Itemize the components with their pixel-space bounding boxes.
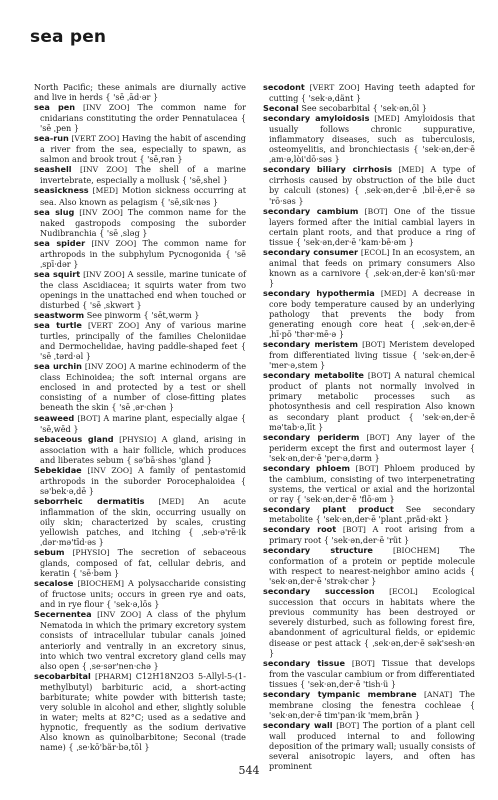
dictionary-entry bbox=[263, 658, 475, 689]
dictionary-entry bbox=[34, 465, 246, 496]
dictionary-entry bbox=[34, 361, 246, 412]
subject-tag: [PHYSIO] bbox=[119, 434, 157, 444]
entry-term: secondary consumer bbox=[263, 246, 359, 257]
entry-definition: In an ecosystem, an animal that feeds on primary consumers Also known as a carnivore { ˌsek·ən,der·ē kən'sü·mər } bbox=[269, 246, 475, 288]
subject-tag: [BOT] bbox=[367, 371, 391, 381]
subject-tag: [INV ZOO] bbox=[84, 362, 127, 372]
entry-definition: A decrease in core body temperature caused by an underlying pathology that prevents the body from generating enough core heat { ˌsek·ən,der·ē ˌhī·pō 'thər·mē·ə } bbox=[269, 287, 475, 340]
entry-definition: Phloem produced by the cambium, consisting of two interpenetrating systems, the vertical or axial and the horizontal or ray { 'sek·ən,der·ē 'flō·əm } bbox=[269, 462, 475, 504]
entry-definition: An acute inflammation of the skin, occurring usually on oily skin; characterized by scales, crusting yellowish patches, and itching { ˌseb·ə'rē·ik ˌdər·mə'tīd·əs } bbox=[40, 495, 246, 548]
dictionary-entry bbox=[263, 370, 475, 431]
entry-term: secondary root bbox=[263, 524, 337, 535]
entry-term: sea turtle bbox=[34, 320, 82, 331]
entry-definition: See pinworm { 'sēt,wərm } bbox=[86, 310, 200, 321]
entry-definition: Amyloidosis that usually follows chronic suppurative, inflammatory diseases, such as tuberculosis, osteomyelitis, and bronchiectasis { 'sek·ən,der·ē ˌam·ə,lòi'dō·səs } bbox=[269, 113, 475, 165]
dictionary-entry bbox=[263, 504, 475, 524]
subject-tag: [BOT] bbox=[355, 463, 379, 473]
dictionary-entry bbox=[263, 103, 475, 113]
entry-definition: A gland, arising in association with a hair follicle, which produces and liberates sebum { sə'bā·shəs 'gland } bbox=[40, 433, 246, 465]
entry-definition: The membrane closing the fenestra cochleae { 'sek·ən,der·ē tim'pan·ik 'mem,brān } bbox=[269, 688, 475, 720]
subject-tag: [INV ZOO] bbox=[91, 238, 137, 248]
entry-term: Sebekidae bbox=[34, 464, 82, 475]
entry-term: seashell bbox=[34, 164, 72, 175]
entry-term: secondary wall bbox=[263, 719, 333, 730]
entry-definition: A class of the phylum Nematoda in which the primary excretory system consists of intracellular tubular canals joined anteriorly and ventrally in an excretory sinus, into which two ventral excretory gland cells may also open { ˌse·sər'nen·chə } bbox=[40, 609, 247, 671]
subject-tag: [BOT] bbox=[364, 206, 388, 216]
dictionary-entry bbox=[34, 413, 246, 434]
entry-term: sebaceous gland bbox=[34, 433, 114, 444]
subject-tag: [MED] bbox=[374, 114, 400, 124]
dictionary-entry bbox=[34, 547, 246, 578]
entry-definition: Having teeth adapted for cutting { 'sek·ə,dänt } bbox=[269, 82, 475, 104]
subject-tag: [BIOCHEM] bbox=[392, 546, 440, 556]
dictionary-entry bbox=[263, 432, 475, 463]
dictionary-entry bbox=[34, 320, 246, 361]
entry-definition: C12H18N2O3 5-Allyl-5-(1-methylbutyl) barbituric acid, a short-acting barbiturate; white powder with bitterish taste; very soluble in alcohol and ether, slightly soluble in water; melts at 82°C; used as a sedative and hypnotic, frequently as the sodium derivative Also known as quinolbarbitone; Seconal (trade name) { ˌse·kō'bär·bə,tōl } bbox=[40, 670, 246, 752]
subject-tag: [PHYSIO] bbox=[72, 548, 110, 558]
subject-tag: [ECOL] bbox=[360, 247, 390, 257]
entry-definition: A sessile, marine tunicate of the class Ascidiacea; it squirts water from two openings in the unattached end when touched or disturbed { 'sē ˌskwərt } bbox=[40, 268, 246, 310]
entry-term: secondary cambium bbox=[263, 205, 359, 216]
subject-tag: [BOT] bbox=[342, 525, 366, 535]
entry-definition: Having the habit of ascending a river from the sea, especially to spawn, as salmon and brook trout { 'sē,rən } bbox=[40, 133, 246, 165]
entry-term: secondary meristem bbox=[263, 339, 358, 350]
dictionary-entry bbox=[263, 524, 475, 545]
dictionary-entry bbox=[34, 578, 246, 609]
dictionary-entry bbox=[34, 133, 246, 164]
subject-tag: [INV ZOO] bbox=[97, 610, 142, 620]
subject-tag: [BOT] bbox=[351, 658, 375, 668]
dictionary-entry bbox=[34, 496, 246, 547]
entry-definition: The portion of a plant cell wall produced internal to and following deposition of the primary wall; usually consists of several anisotropic layers, and often has prominent bbox=[269, 719, 475, 772]
entry-definition: Ecological succession that occurs in habitats where the previous community has been destroyed or severely disturbed, such as following forest fire, abandonment of agricultural fields, or epidemic disease or pest attack { ˌsek·ən,der·ē sək'sesh·ən } bbox=[269, 586, 475, 658]
entry-definition: Meristem developed from differentiated living tissue { 'sek·ən,der·ē 'mer·ə,stem } bbox=[269, 339, 475, 371]
page-number: 544 bbox=[238, 764, 260, 777]
entry-definition: Any layer of the periderm except the first and outermost layer { 'sek·ən,der·ē 'per·ə,dərm } bbox=[269, 431, 476, 463]
subject-tag: [INV ZOO] bbox=[79, 165, 128, 175]
subject-tag: [PHARM] bbox=[94, 671, 132, 681]
dictionary-entry bbox=[34, 82, 246, 102]
subject-tag: [BOT] bbox=[362, 340, 386, 350]
entry-term: seaweed bbox=[34, 412, 75, 423]
entry-definition: A marine plant, especially algae { 'sē,wēd } bbox=[40, 412, 246, 434]
entry-term: Secernentea bbox=[34, 609, 92, 620]
entry-term: sea-run bbox=[34, 133, 69, 144]
running-head: sea pen bbox=[30, 27, 107, 47]
entry-term: sebum bbox=[34, 547, 65, 558]
entry-definition: A root arising from a primary root { 'sek·ən,der·ē 'rüt } bbox=[269, 524, 475, 546]
subject-tag: [MED] bbox=[380, 288, 407, 298]
entry-definition: A marine echinoderm of the class Echinoidea; the soft internal organs are enclosed in and protected by a test or shell consisting of a number of close-fitting plates beneath the skin { 'sē ˌər·chən } bbox=[40, 361, 247, 413]
entry-definition: North Pacific; these animals are diurnally active and live in herds { 'sē ˌād·ər } bbox=[34, 82, 246, 103]
entry-definition: The conformation of a protein or peptide molecule with respect to nearest-neighbor amino acids { 'sek·ən,der·ē 'strək·chər } bbox=[269, 545, 475, 587]
left-column bbox=[34, 82, 246, 752]
entry-term: secondary tympanic membrane bbox=[263, 688, 417, 699]
subject-tag: [BOT] bbox=[366, 432, 390, 442]
entry-term: secodont bbox=[263, 82, 305, 92]
entry-definition: See secobarbital { 'sek·ən,ōl } bbox=[301, 103, 427, 114]
dictionary-entry bbox=[263, 545, 475, 586]
entry-term: seasickness bbox=[34, 185, 89, 196]
entry-definition: The common name for arthropods in the subphylum Pycnogonida { 'sē ˌspī·dər } bbox=[40, 237, 246, 269]
subject-tag: [INV ZOO] bbox=[83, 103, 130, 113]
entry-term: secondary periderm bbox=[263, 431, 360, 442]
dictionary-entry bbox=[263, 113, 475, 164]
subject-tag: [VERT ZOO] bbox=[309, 83, 360, 92]
entry-term: secondary plant product bbox=[263, 503, 394, 514]
subject-tag: [VERT ZOO] bbox=[87, 321, 140, 331]
entry-term: sea pen bbox=[34, 102, 76, 113]
dictionary-entry bbox=[263, 586, 475, 657]
entry-term: sea spider bbox=[34, 237, 86, 248]
entry-definition: A natural chemical product of plants not normally involved in primary metabolic processes such as photosynthesis and cell respiration Also known as secondary plant product { 'sek·ən,der·ē mə'tab·ə,līt } bbox=[269, 370, 475, 432]
entry-term: seborrheic dermatitis bbox=[34, 495, 145, 506]
entry-definition: A polysaccharide consisting of fructose units; occurs in green rye and oats, and in rye flour { 'sek·ə,lōs } bbox=[40, 578, 246, 610]
entry-definition: Motion sickness occurring at sea. Also known as pelagism { 'sē,sik·nəs } bbox=[40, 185, 246, 207]
entry-definition: Any of various marine turtles, principally of the families Cheloniidae and Dermochelidae, having paddle-shaped feet { 'sē ˌtərd·əl } bbox=[40, 320, 247, 362]
entry-term: secobarbital bbox=[34, 670, 91, 681]
entry-definition: The common name for the naked gastropods composing the suborder Nudibranchia { 'sē ˌsləg } bbox=[40, 206, 246, 238]
subject-tag: [BOT] bbox=[336, 720, 360, 730]
subject-tag: [BIOCHEM] bbox=[77, 579, 124, 589]
right-column bbox=[263, 82, 475, 771]
subject-tag: [INV ZOO] bbox=[83, 269, 125, 279]
dictionary-entry bbox=[263, 288, 475, 339]
dictionary-entry bbox=[263, 339, 475, 370]
entry-term: secondary amyloidosis bbox=[263, 113, 370, 124]
entry-definition: One of the tissue layers formed after the initial cambial layers in certain plant roots, and that produce a ring of tissue { 'sek·ən,der·ē 'kam·bē·əm } bbox=[269, 205, 476, 247]
dictionary-entry bbox=[34, 207, 246, 238]
subject-tag: [BOT] bbox=[77, 413, 101, 423]
entry-definition: Tissue that develops from the vascular cambium or from differentiated tissues { 'sek·ən,der·ē 'tish·ü } bbox=[269, 657, 475, 689]
dictionary-entry bbox=[34, 185, 246, 206]
entry-definition: The secretion of sebaceous glands, composed of fat, cellular debris, and keratin { 'sē·bəm } bbox=[40, 547, 246, 579]
entry-term: secalose bbox=[34, 578, 74, 589]
entry-term: secondary phloem bbox=[263, 462, 350, 473]
entry-term: secondary metabolite bbox=[263, 370, 364, 381]
dictionary-entry bbox=[263, 206, 475, 247]
entry-term: sea slug bbox=[34, 206, 75, 217]
dictionary-entry bbox=[263, 247, 475, 288]
entry-term: Seconal bbox=[263, 103, 299, 114]
entry-definition: See secondary metabolite { 'sek·ən,der·ē 'plant ˌpräd·əkt } bbox=[269, 503, 475, 524]
dictionary-entry bbox=[34, 434, 246, 465]
entry-term: secondary structure bbox=[263, 545, 373, 556]
entry-definition: The shell of a marine invertebrate, especially a mollusk { 'sē,shel } bbox=[40, 164, 246, 186]
entry-term: secondary biliary cirrhosis bbox=[263, 164, 393, 175]
dictionary-entry bbox=[34, 102, 246, 133]
entry-term: sea squirt bbox=[34, 268, 81, 279]
subject-tag: [MED] bbox=[158, 496, 184, 506]
subject-tag: [INV ZOO] bbox=[79, 207, 123, 217]
entry-term: secondary succession bbox=[263, 586, 375, 597]
entry-term: seastworm bbox=[34, 310, 85, 321]
subject-tag: [ANAT] bbox=[424, 689, 453, 699]
subject-tag: [VERT ZOO] bbox=[71, 134, 120, 144]
entry-term: secondary tissue bbox=[263, 657, 345, 668]
subject-tag: [ECOL] bbox=[389, 587, 418, 597]
dictionary-entry bbox=[34, 164, 246, 185]
entry-term: secondary hypothermia bbox=[263, 287, 375, 298]
subject-tag: [MED] bbox=[92, 186, 118, 196]
dictionary-entry bbox=[263, 689, 475, 720]
subject-tag: [MED] bbox=[398, 165, 424, 175]
dictionary-entry bbox=[263, 463, 475, 504]
dictionary-entry bbox=[263, 82, 475, 103]
subject-tag: [INV ZOO] bbox=[87, 465, 133, 475]
entry-definition: A family of pentastomid arthropods in the suborder Porocephaloidea { sə'bek·ə,dē } bbox=[40, 464, 246, 496]
entry-definition: The common name for cnidarians constituting the order Pennatulacea { 'sē ˌpen } bbox=[40, 102, 246, 134]
dictionary-entry bbox=[34, 269, 246, 310]
entry-term: sea urchin bbox=[34, 361, 82, 372]
dictionary-entry bbox=[34, 609, 246, 670]
dictionary-entry bbox=[34, 238, 246, 269]
entry-definition: A type of cirrhosis caused by obstruction of the bile duct by calculi (stones) { ˌsek·ən,der·ē ˌbil·ē,er·ē sə 'rō·səs } bbox=[269, 164, 475, 206]
dictionary-entry bbox=[34, 310, 246, 320]
dictionary-entry bbox=[263, 164, 475, 205]
dictionary-entry bbox=[34, 671, 246, 752]
